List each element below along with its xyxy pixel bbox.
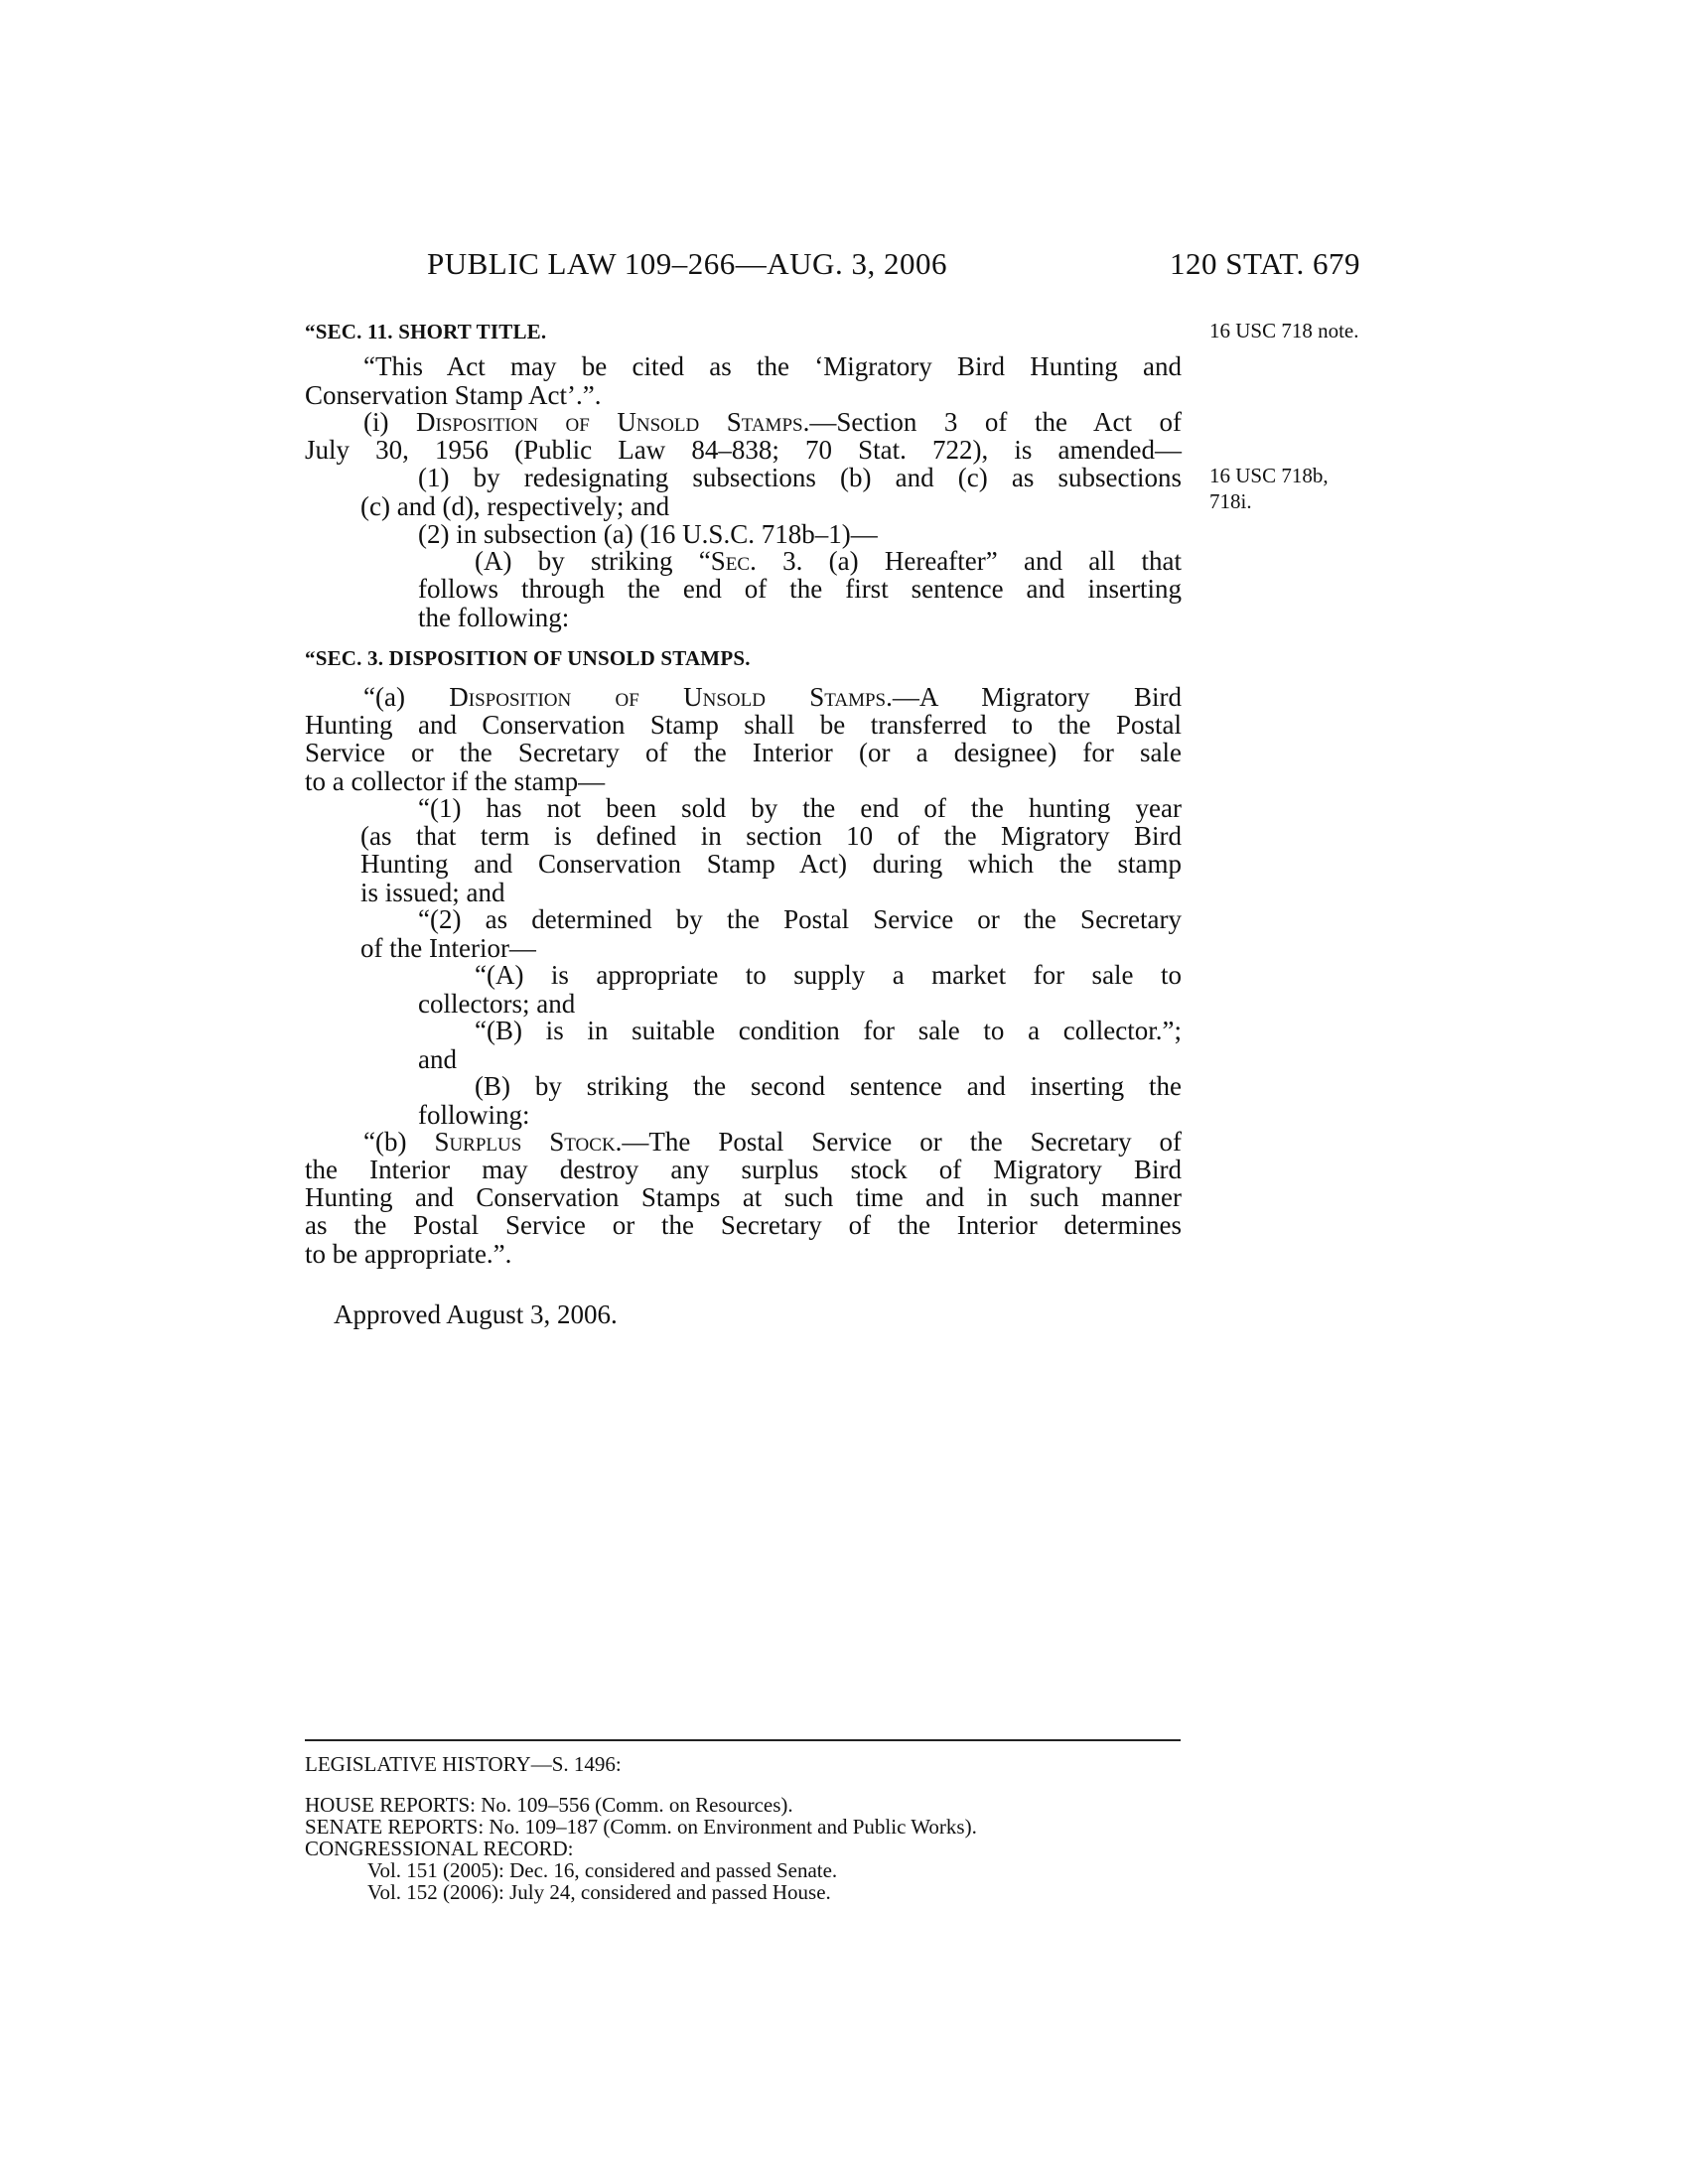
- body-line: collectors; and: [418, 989, 576, 1019]
- legislative-history-title: LEGISLATIVE HISTORY—S. 1496:: [305, 1752, 622, 1776]
- body-line: Hunting and Conservation Stamp shall be transferred to the Postal: [305, 710, 1182, 740]
- margin-note-usc-718-note: 16 USC 718 note.: [1209, 319, 1359, 342]
- body-line: Hunting and Conservation Stamps at such time and in such manner: [305, 1182, 1182, 1212]
- record-vol-151: Vol. 151 (2005): Dec. 16, considered and passed Senate.: [367, 1858, 838, 1882]
- body-line: Hunting and Conservation Stamp Act) during which the stamp: [360, 849, 1182, 879]
- body-line: the Interior may destroy any surplus stock of Migratory Bird: [305, 1155, 1182, 1184]
- body-line: (A) by striking “Sec. 3. (a) Hereafter” and all that: [475, 546, 1182, 576]
- record-vol-152: Vol. 152 (2006): July 24, considered and passed House.: [367, 1880, 831, 1904]
- body-line: (1) by redesignating subsections (b) and (c) as subsections: [418, 463, 1182, 492]
- body-line: (as that term is defined in section 10 of the Migratory Bird: [360, 821, 1182, 851]
- body-line: the following:: [418, 603, 570, 632]
- body-line: to be appropriate.”.: [305, 1239, 512, 1269]
- body-line: and: [418, 1044, 457, 1074]
- body-line: follows through the end of the first sentence and inserting: [418, 574, 1182, 604]
- body-line: (c) and (d), respectively; and: [360, 491, 670, 521]
- approval-line: Approved August 3, 2006.: [334, 1299, 618, 1329]
- body-line: “(2) as determined by the Postal Service or the Secretary: [418, 904, 1182, 934]
- body-line: Conservation Stamp Act’.”.: [305, 380, 602, 410]
- body-line: (2) in subsection (a) (16 U.S.C. 718b–1)—: [418, 519, 878, 549]
- body-line: “(A) is appropriate to supply a market for sale to: [475, 960, 1182, 990]
- body-line: as the Postal Service or the Secretary of the Interior determines: [305, 1210, 1182, 1240]
- body-line: (B) by striking the second sentence and inserting the: [475, 1071, 1182, 1101]
- body-line: July 30, 1956 (Public Law 84–838; 70 Stat. 722), is amended—: [305, 435, 1182, 465]
- page-header-stat: 120 STAT. 679: [1170, 246, 1361, 281]
- body-line: “(a) Disposition of Unsold Stamps.—A Migratory Bird: [363, 682, 1182, 712]
- body-line: Service or the Secretary of the Interior (or a designee) for sale: [305, 738, 1182, 767]
- congressional-record: CONGRESSIONAL RECORD:: [305, 1837, 574, 1860]
- page-header-title: PUBLIC LAW 109–266—AUG. 3, 2006: [427, 246, 947, 281]
- footer-divider: [305, 1739, 1181, 1741]
- section-heading-short-title: “SEC. 11. SHORT TITLE.: [305, 320, 547, 343]
- body-line: “(1) has not been sold by the end of the hunting year: [418, 793, 1182, 823]
- body-line: following:: [418, 1100, 530, 1130]
- margin-note-usc-718i: 718i.: [1209, 489, 1252, 513]
- section-heading-disposition: “SEC. 3. DISPOSITION OF UNSOLD STAMPS.: [305, 646, 751, 670]
- body-line: “This Act may be cited as the ‘Migratory Bird Hunting and: [363, 351, 1182, 381]
- house-reports: HOUSE REPORTS: No. 109–556 (Comm. on Resources).: [305, 1793, 793, 1817]
- body-line: (i) Disposition of Unsold Stamps.—Section 3 of the Act of: [363, 407, 1183, 437]
- body-line: to a collector if the stamp—: [305, 766, 606, 796]
- body-line: of the Interior—: [360, 933, 536, 963]
- body-line: “(B) is in suitable condition for sale to a collector.”;: [475, 1016, 1182, 1045]
- body-line: “(b) Surplus Stock.—The Postal Service or the Secretary of: [363, 1127, 1183, 1157]
- margin-note-usc-718b: 16 USC 718b,: [1209, 464, 1329, 487]
- senate-reports: SENATE REPORTS: No. 109–187 (Comm. on Environment and Public Works).: [305, 1815, 977, 1839]
- body-line: is issued; and: [360, 878, 505, 907]
